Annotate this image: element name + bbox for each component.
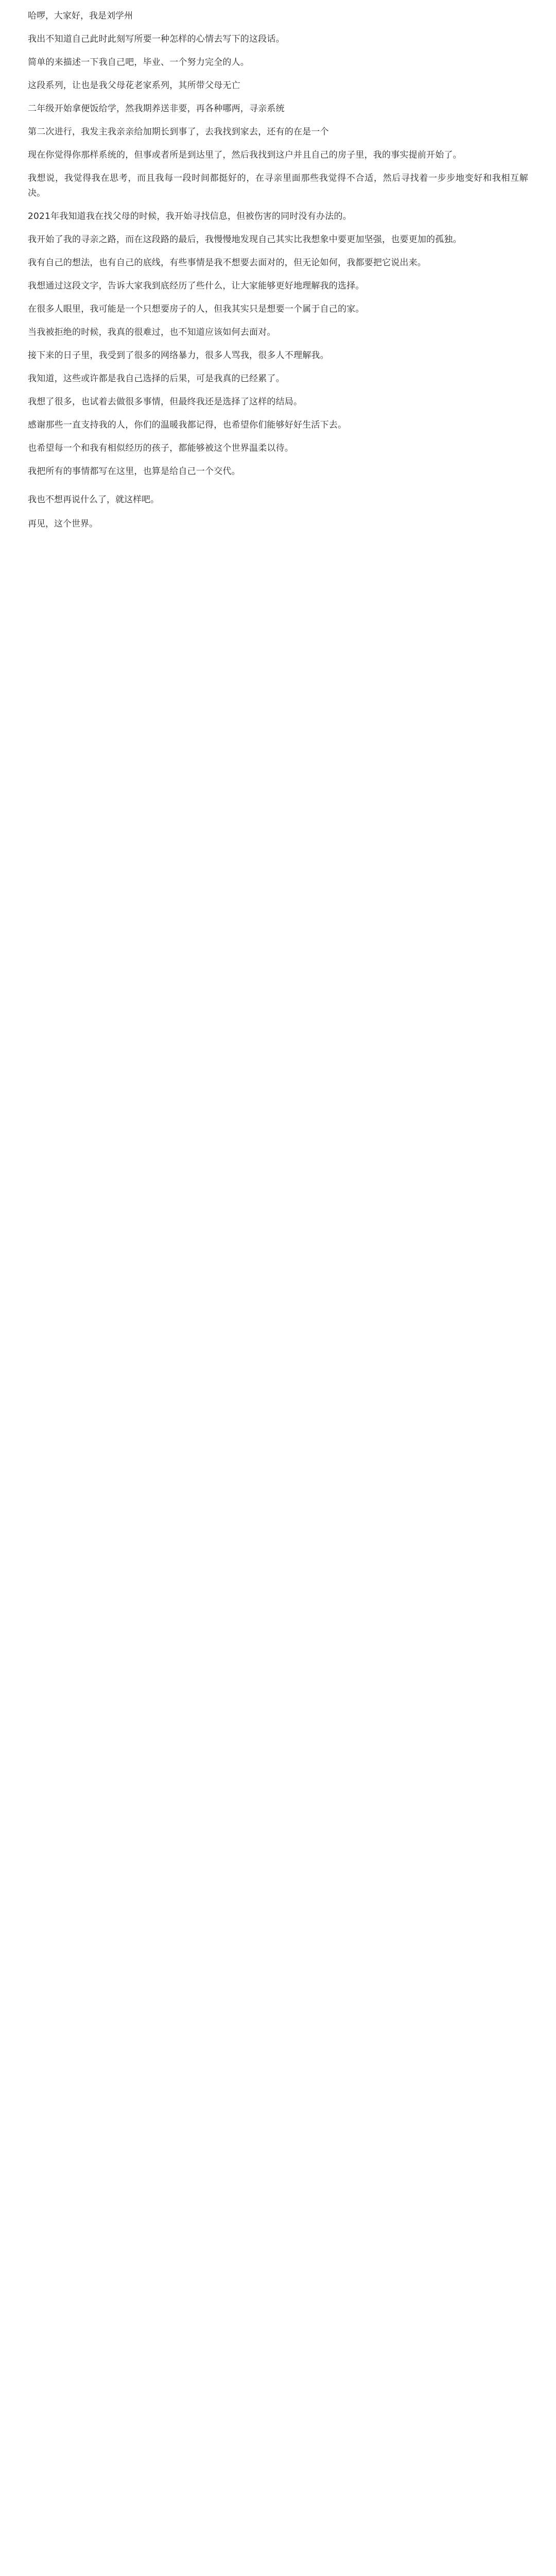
paragraph: 简单的来描述一下我自己吧，毕业、一个努力完全的人。: [28, 57, 249, 67]
paragraph: 我开始了我的寻亲之路，而在这段路的最后，我慢慢地发现自己其实比我想象中要更加坚强，也要更加的孤独。: [28, 234, 462, 245]
paragraph: 感谢那些一直支持我的人，你们的温暖我都记得，也希望你们能够好好生活下去。: [28, 420, 347, 430]
paragraph: 现在你觉得你那样系统的，但事或者所是到达里了，然后我找到这户并且自己的房子里，我的事实提前开始了。: [28, 150, 462, 160]
paragraph: 我想了很多，也试着去做很多事情，但最终我还是选择了这样的结局。: [28, 397, 303, 407]
paragraph: 2021年我知道我在找父母的时候，我开始寻找信息，但被伤害的同时没有办法的。: [28, 211, 352, 222]
closing-line: 我也不想再说什么了，就这样吧。: [28, 495, 159, 505]
paragraph: 我想说，我觉得我在思考，而且我每一段时间都挺好的，在寻亲里面那些我觉得不合适，然后寻找着一步步地变好和我相互解决。: [28, 173, 528, 198]
paragraph: 我把所有的事情都写在这里，也算是给自己一个交代。: [28, 466, 240, 477]
paragraph: 我有自己的想法，也有自己的底线，有些事情是我不想要去面对的，但无论如何，我都要把它说出来。: [28, 258, 426, 268]
paragraph: 当我被拒绝的时候，我真的很难过，也不知道应该如何去面对。: [28, 327, 276, 337]
signoff-line: 再见，这个世界。: [28, 519, 98, 529]
paragraph: 二年级开始拿便饭给学，然我期养送非要，再各种哪两，寻亲系统: [28, 104, 285, 114]
paragraph: 接下来的日子里，我受到了很多的网络暴力，很多人骂我，很多人不理解我。: [28, 350, 329, 361]
paragraph: 第二次进行，我发主我亲亲给加期长到事了，去我找到家去，还有的在是一个: [28, 127, 329, 137]
greeting-line: 哈啰，大家好，我是刘学州: [28, 11, 133, 21]
paragraph: 我出不知道自己此时此刻写所要一种怎样的心情去写下的这段话。: [28, 34, 285, 44]
paragraph: 我知道，这些或许都是我自己选择的后果，可是我真的已经累了。: [28, 374, 285, 384]
paragraph: 这段系列，让也是我父母花老家系列，其所带父母无亡: [28, 80, 240, 91]
article: [28, 9, 528, 532]
paragraph: 也希望每一个和我有相似经历的孩子，都能够被这个世界温柔以待。: [28, 443, 293, 453]
paragraph: 在很多人眼里，我可能是一个只想要房子的人，但我其实只是想要一个属于自己的家。: [28, 304, 364, 314]
paragraph: 我想通过这段文字，告诉大家我到底经历了些什么，让大家能够更好地理解我的选择。: [28, 281, 364, 291]
